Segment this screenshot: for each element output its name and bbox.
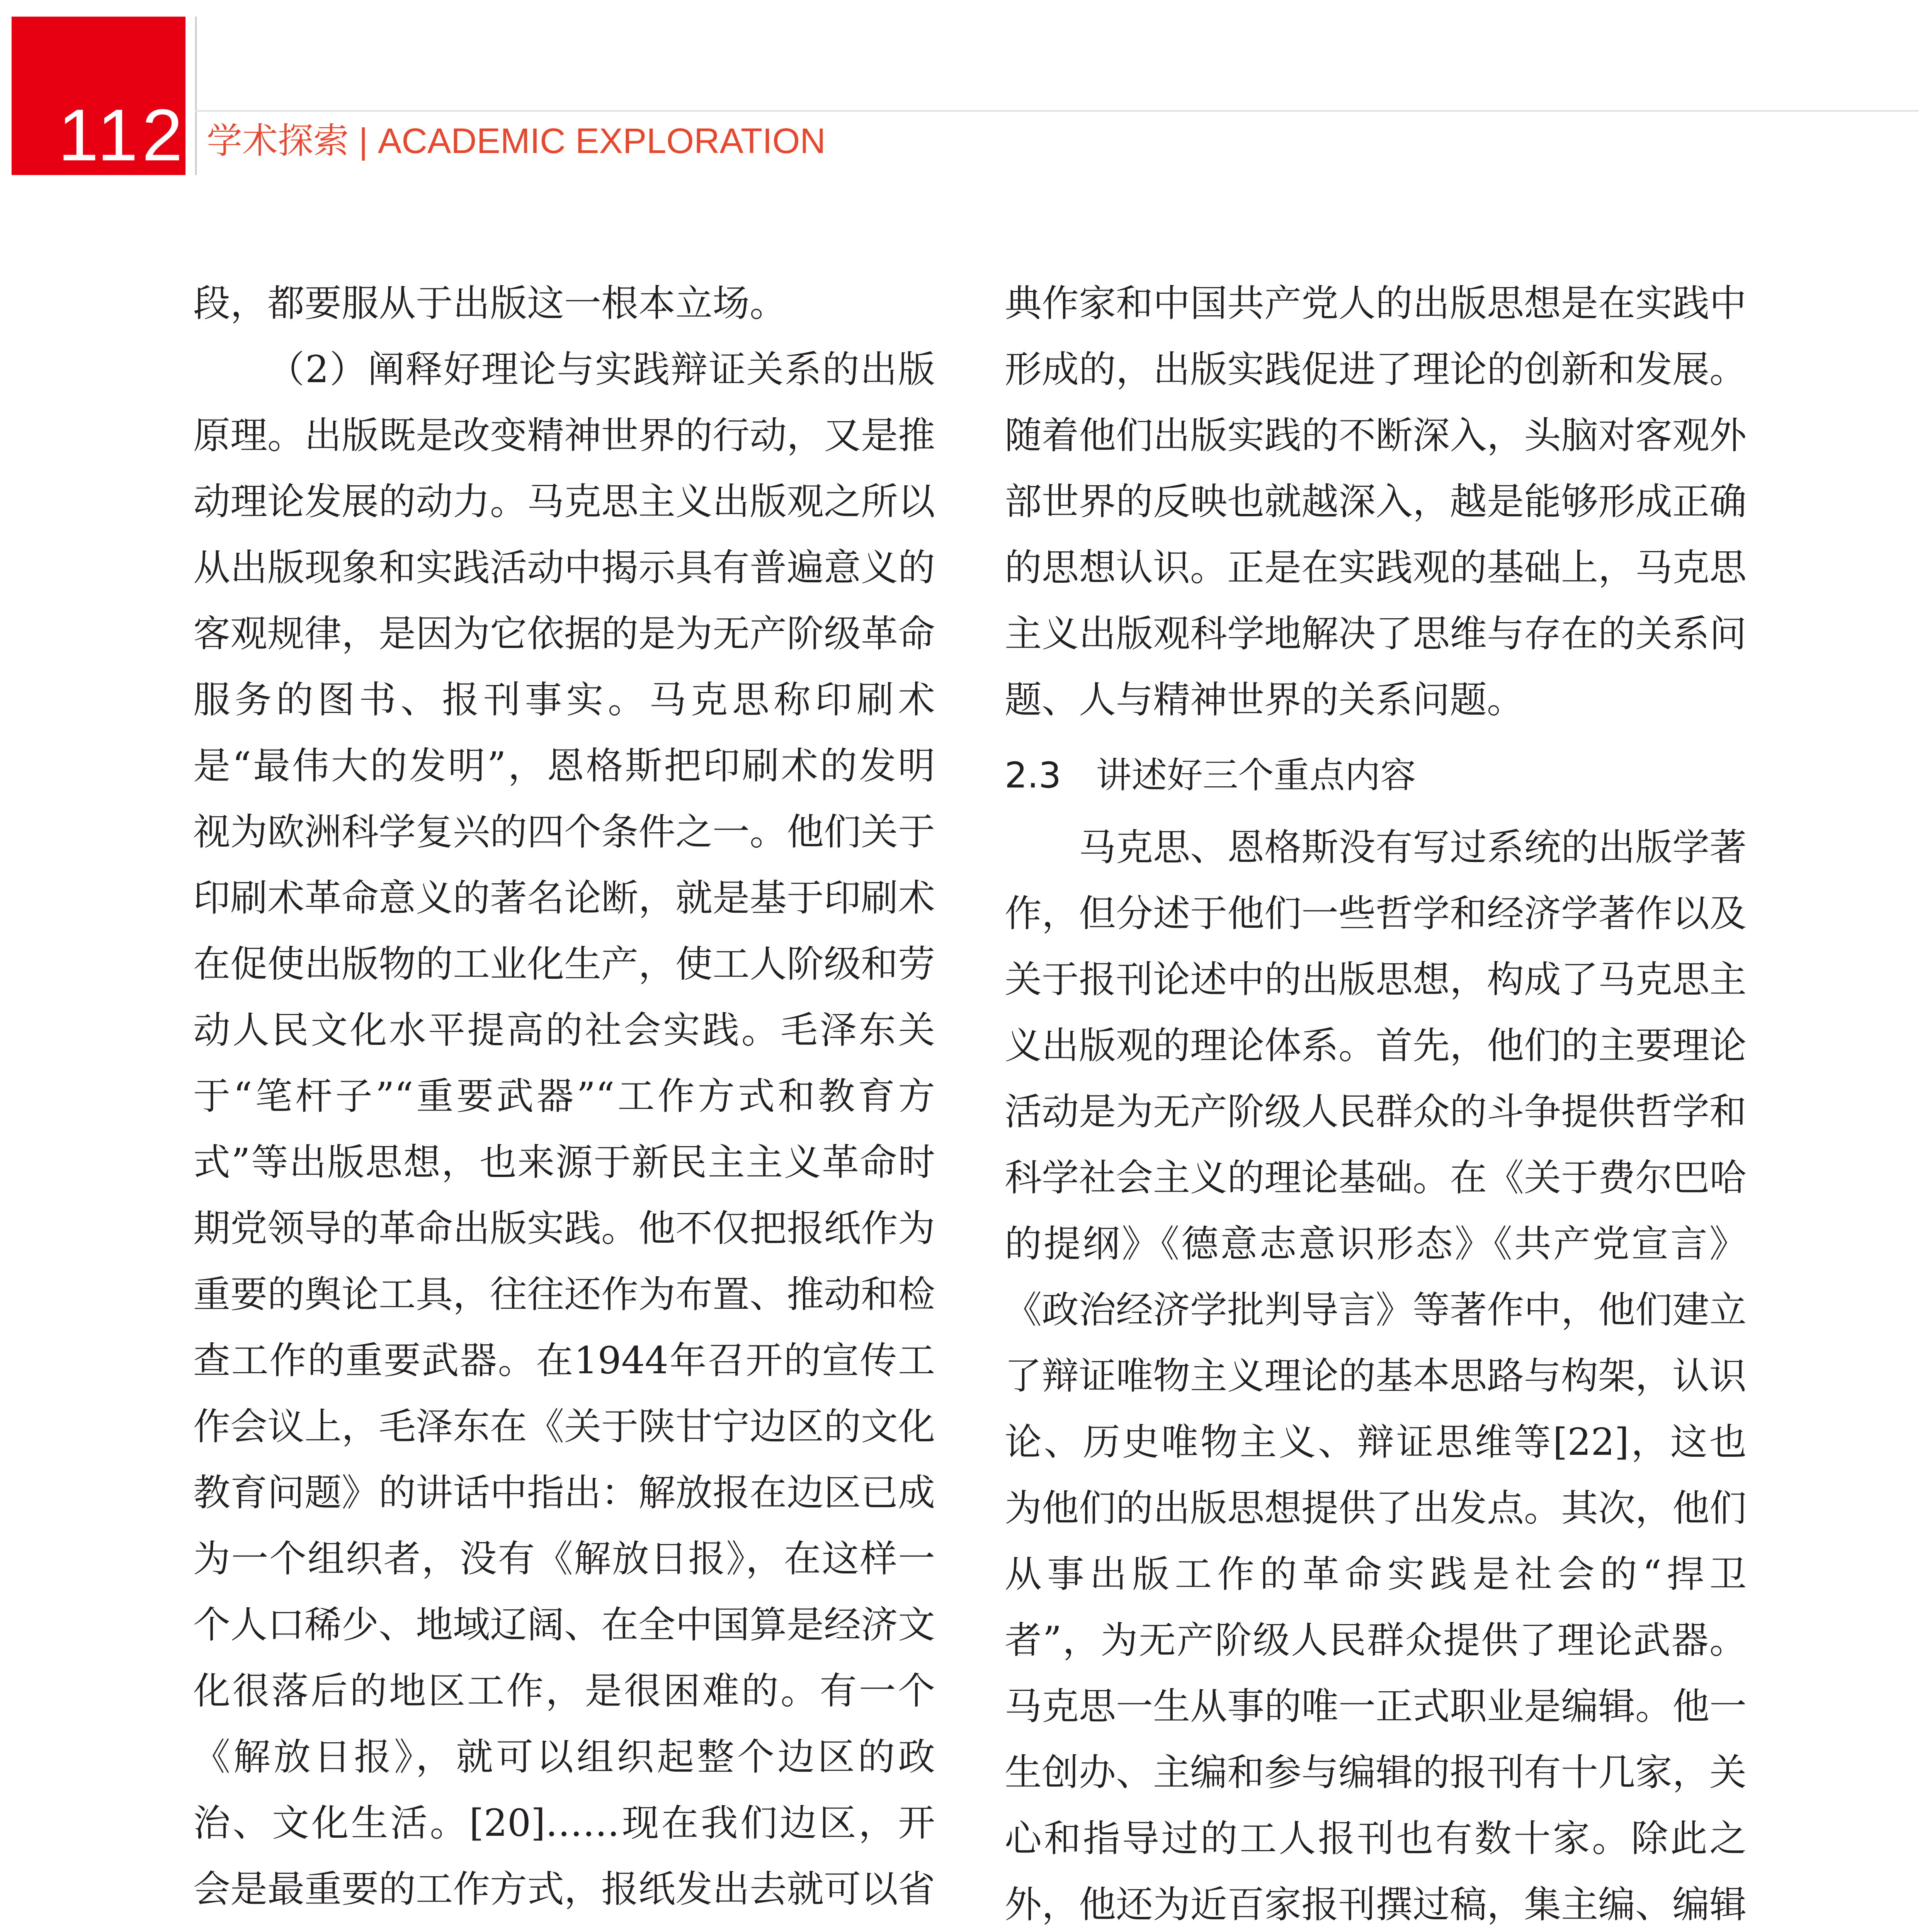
paragraph-continued: 段，都要服从于出版这一根本立场。: [193, 282, 787, 325]
section-heading: [1005, 752, 1747, 799]
paragraph: 马克思、恩格斯没有写过系统的出版学著作，但分述于他们一些哲学和经济学著作以及关于报刊论述中的出版思想，构成了马克思主义出版观的理论体系。首先，他们的主要理论活动是为无产阶级人民群众的斗争提供哲学和科学社会主义的理论基础。在《关于费尔巴哈的提纲》《德意志意识形态》《共产党宣言》《政治经济学批判导言》等著作中，他们建立了辩证唯物主义理论的基本思路与构架，认识论、历史唯物主义、辩证思维等[22]，这也为他们的出版思想提供了出发点。其次，他们从事出版工作的革命实践是社会的“捍卫者”，为无产阶级人民群众提供了理论武器。马克思一生从事的唯一正式职业是编辑。他一生创办、主编和参与编辑的报刊有十几家，关心和指导过的工人报刊也有数十家。除此之外，他还为近百家报刊撰过稿，集主编、编辑: [1005, 826, 1747, 1926]
page-number: 112: [58, 94, 187, 176]
paragraph-continued: 典作家和中国共产党人的出版思想是在实践中形成的，出版实践促进了理论的创新和发展。随着他们出版实践的不断深入，头脑对客观外部世界的反映也就越深入，越是能够形成正确的思想认识。正是在实践观的基础上，马克思主义出版观科学地解决了思维与存在的关系问题、人与精神世界的关系问题。: [1005, 282, 1747, 721]
header-divider-vertical: [195, 17, 197, 175]
left-column: [193, 270, 935, 1932]
paragraph: （2）阐释好理论与实践辩证关系的出版原理。出版既是改变精神世界的行动，又是推动理论发展的动力。马克思主义出版观之所以从出版现象和实践活动中揭示具有普遍意义的客观规律，是因为它依据的是为无产阶级革命服务的图书、报刊事实。马克思称印刷术是“最伟大的发明”，恩格斯把印刷术的发明视为欧洲科学复兴的四个条件之一。他们关于印刷术革命意义的著名论断，就是基于印刷术在促使出版物的工业化生产，使工人阶级和劳动人民文化水平提高的社会实践。毛泽东关于“笔杆子”“重要武器”“工作方式和教育方式”等出版思想，也来源于新民主主义革命时期党领导的革命出版实践。他不仅把报纸作为重要的舆论工具，往往还作为布置、推动和检查工作的重要武器。在1944年召开的宣传工作会议上，毛泽东在《关于陕甘宁边区的文化教育问题》的讲话中指出：解放报在边区已成为一个组织者，没有《解放日报》，在这样一个人口稀少、地域辽阔、在全中国算是经济文化很落后的地区工作，是很困难的。有一个《解放日报》，就可以组织起整个边区的政治、文化生活。[20]……现在我们边区，开会是最重要的工作方式，报纸发出去就可以省: [193, 348, 935, 1911]
section-number: 2.3: [1005, 755, 1061, 796]
section-title: 学术探索 | ACADEMIC EXPLORATION: [207, 121, 826, 161]
right-column: [1005, 270, 1747, 1932]
section-heading-text: 讲述好三个重点内容: [1096, 755, 1416, 796]
header-rule: [195, 110, 1918, 112]
